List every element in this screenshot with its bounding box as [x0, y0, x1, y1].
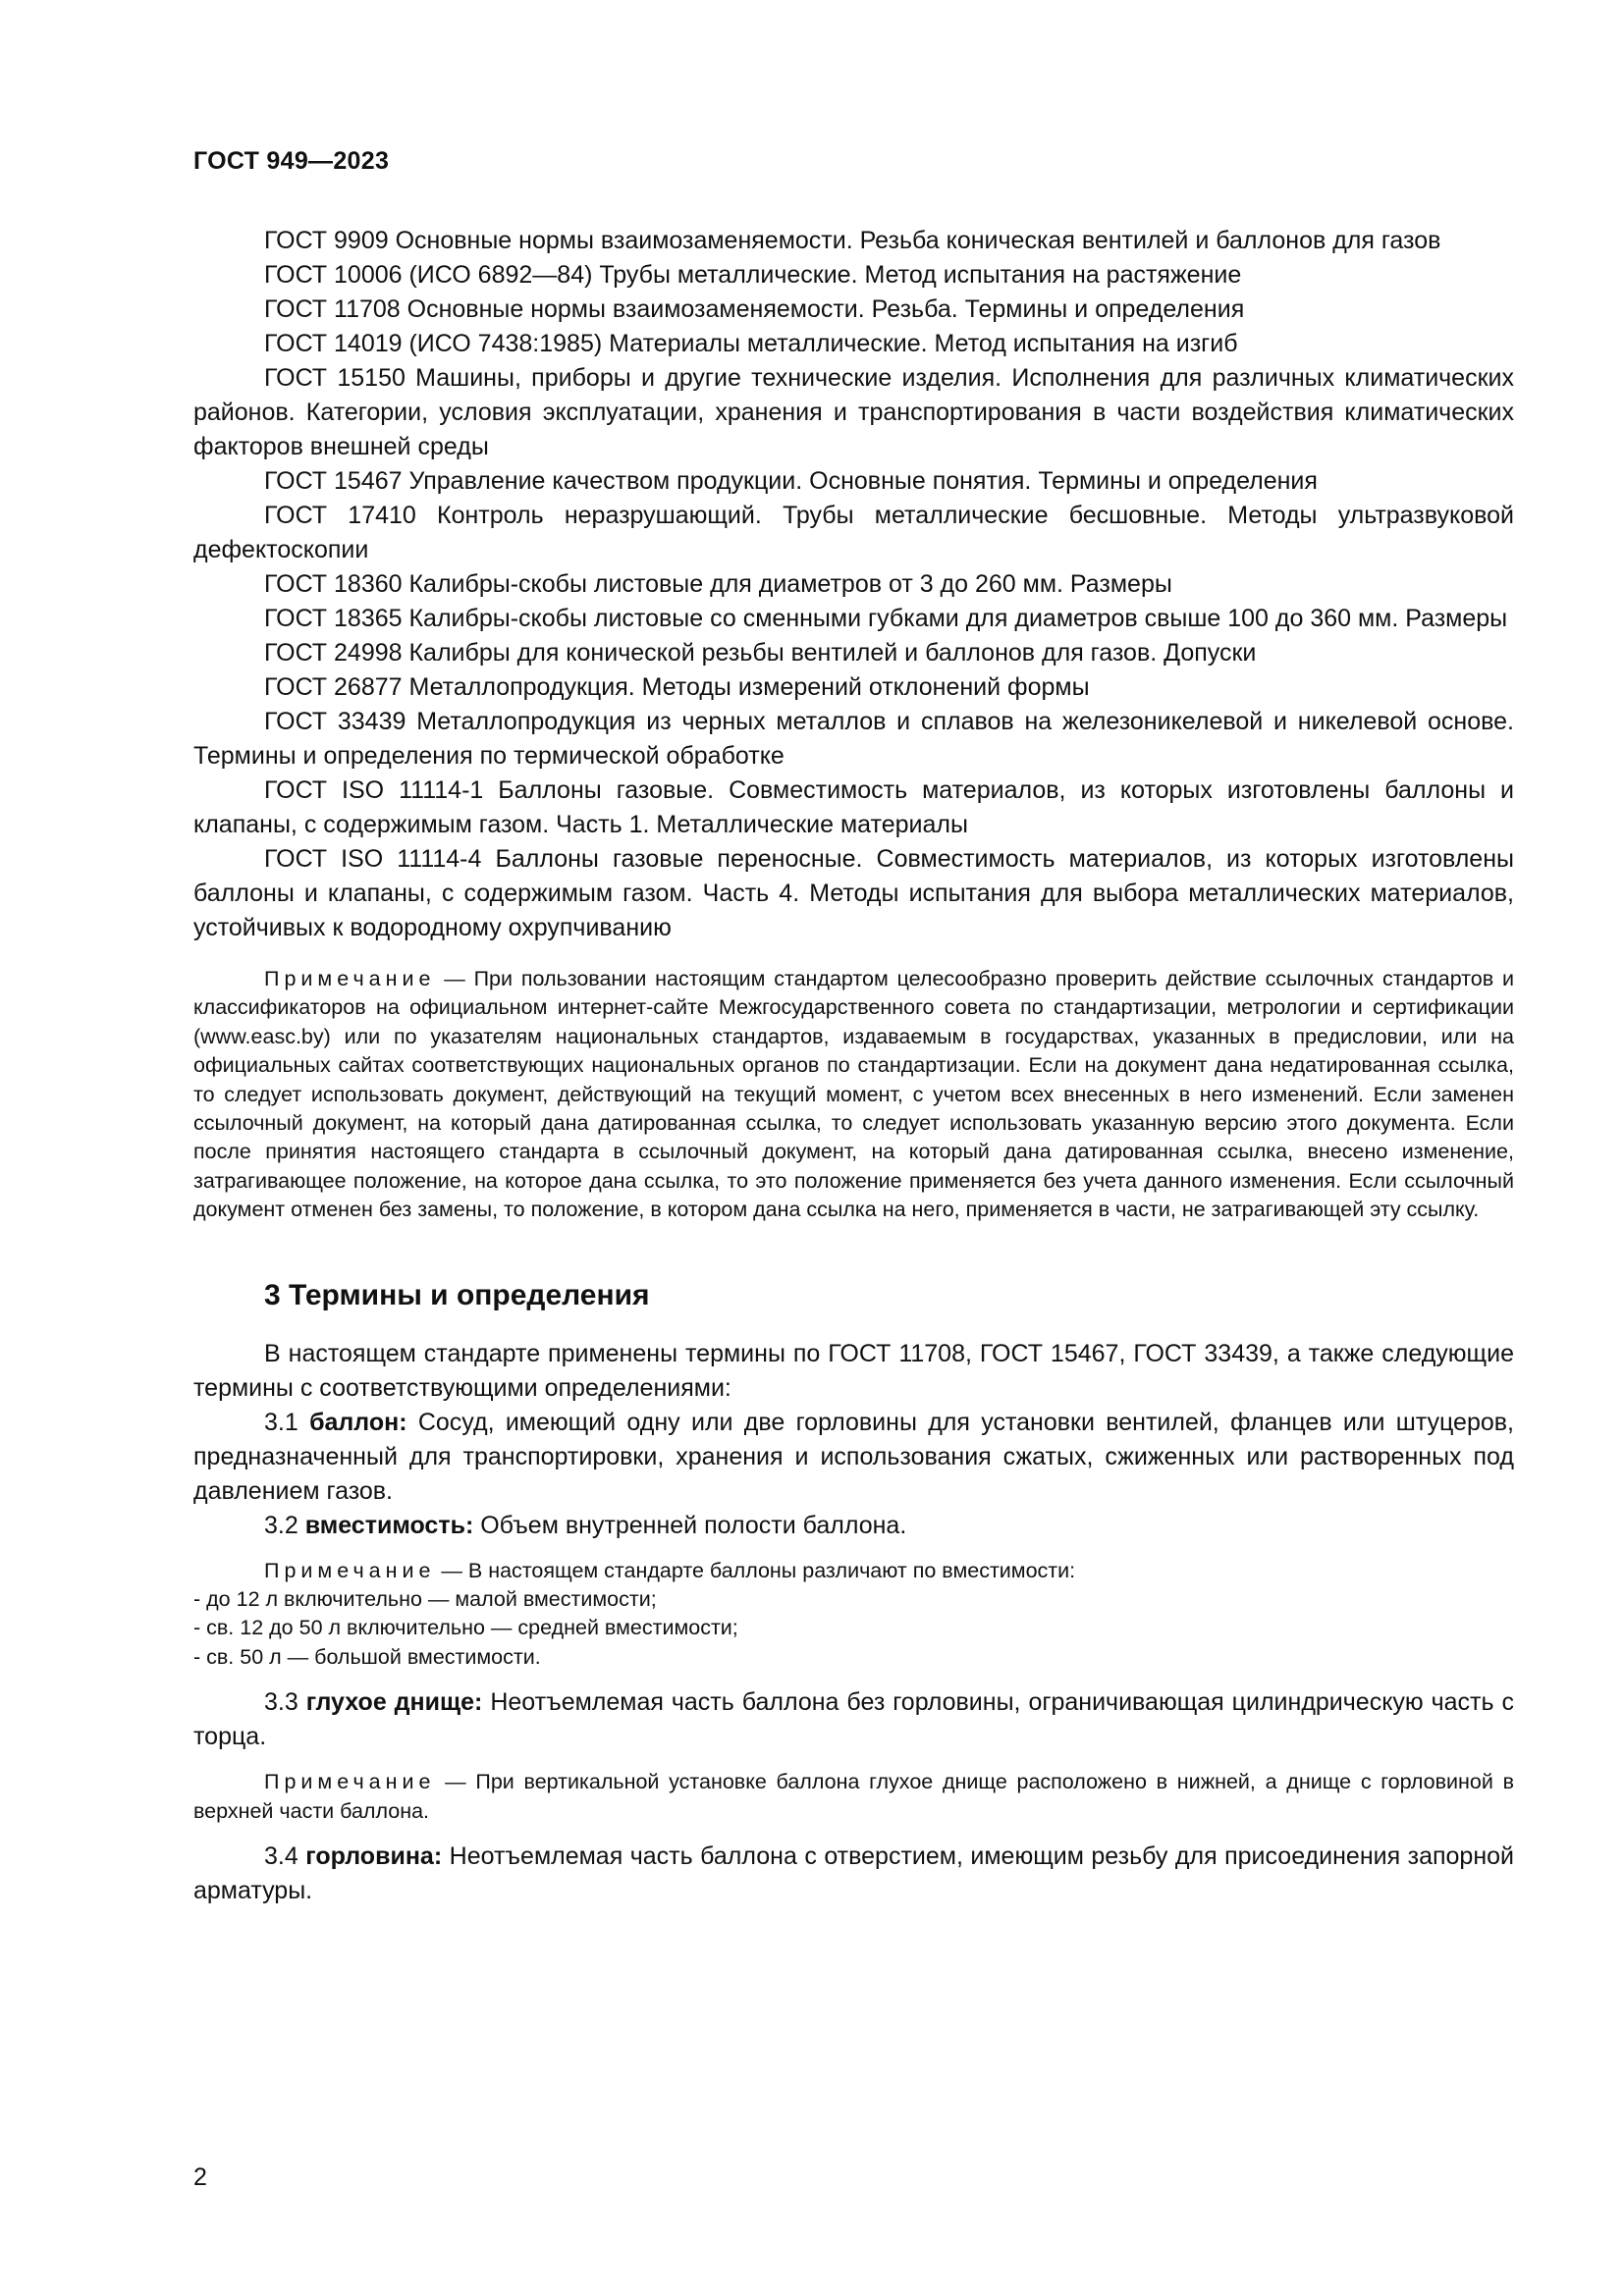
section-title: 3 Термины и определения — [264, 1278, 650, 1311]
reference-item: ГОСТ 15150 Машины, приборы и другие технические изделия. Исполнения для различных климатических районов. Категории, условия эксплуатации, хранения и транспортирования в части воздействия климатических факторов внешней среды — [193, 364, 1514, 460]
reference-item: ГОСТ 10006 (ИСО 6892—84) Трубы металлические. Метод испытания на растяжение — [264, 261, 1242, 289]
list-item: - св. 50 л — большой вместимости. — [193, 1644, 541, 1669]
document-header: ГОСТ 949—2023 — [193, 147, 390, 175]
term-name: вместимость: — [304, 1511, 474, 1539]
section-body — [193, 1337, 1514, 1908]
term-definition-text: Неотъемлемая часть баллона с отверстием, имеющим резьбу для присоединения запорной арматуры. — [193, 1842, 1514, 1905]
note-text: — В настоящем стандарте баллоны различают по вместимости: — [435, 1558, 1076, 1582]
term-number: 3.1 — [264, 1408, 310, 1436]
page-number: 2 — [193, 2163, 207, 2191]
reference-item: ГОСТ 26877 Металлопродукция. Методы измерений отклонений формы — [264, 673, 1090, 701]
term-note-lead — [193, 1557, 1514, 1585]
term-name: горловина: — [305, 1842, 443, 1871]
reference-item: ГОСТ 17410 Контроль неразрушающий. Трубы металлические бесшовные. Методы ультразвуковой дефектоскопии — [193, 502, 1514, 563]
term-definition-text: Объем внутренней полости баллона. — [473, 1511, 907, 1539]
term-note-3-2 — [193, 1557, 1514, 1673]
list-item: - до 12 л включительно — малой вместимости; — [193, 1587, 657, 1612]
reference-item: ГОСТ 9909 Основные нормы взаимозаменяемости. Резьба коническая вентилей и баллонов для газов — [264, 227, 1441, 254]
note-label: Примечание — [264, 1770, 436, 1794]
section-intro: В настоящем стандарте применены термины по ГОСТ 11708, ГОСТ 15467, ГОСТ 33439, а также следующие термины с соответствующими определениями: — [193, 1339, 1514, 1402]
term-name: баллон: — [309, 1408, 407, 1436]
reference-item: ГОСТ 15467 Управление качеством продукции. Основные понятия. Термины и определения — [264, 467, 1318, 495]
note-text: — При пользовании настоящим стандартом целесообразно проверить действие ссылочных стандартов и классификаторов на официальном интернет-сайте Межгосударственного совета по стандартизации, метрологии и сертификации (www.easc.by) или по указателям национальных стандартов, издаваемым в государствах, указанных в предисловии, или на официальных сайтах соответствующих национальных органов по стандартизации. Если на документ дана недатированная ссылка, то следует использовать документ, действующий на текущий момент, с учетом всех внесенных в него изменений. Если заменен ссылочный документ, на который дана датированная ссылка, то следует использовать указанную версию этого документа. Если после принятия настоящего стандарта в ссылочный документ, на который дана датированная ссылка, внесено изменение, затрагивающее положение, на которое дана ссылка, то это положение применяется без учета данного изменения. Если ссылочный документ отменен без замены, то положение, в котором дана ссылка на него, применяется в части, не затрагивающей эту ссылку. — [193, 967, 1514, 1222]
term-note-lead — [193, 1768, 1514, 1826]
note-label: Примечание — [264, 1558, 436, 1582]
list-item: - св. 12 до 50 л включительно — средней вместимости; — [193, 1616, 738, 1640]
reference-item: ГОСТ 33439 Металлопродукция из черных металлов и сплавов на железоникелевой и никелевой основе. Термины и определения по термической обработке — [193, 708, 1514, 770]
capacity-list — [193, 1585, 1514, 1672]
note-label: Примечание — [264, 967, 436, 990]
term-number: 3.3 — [264, 1688, 306, 1717]
term-definition-3-4 — [193, 1840, 1514, 1908]
reference-item: ГОСТ 18365 Калибры-скобы листовые со сменными губками для диаметров свыше 100 до 360 мм. Размеры — [264, 605, 1508, 632]
term-definition-3-3 — [193, 1685, 1514, 1754]
reference-item: ГОСТ ISO 11114-1 Баллоны газовые. Совместимость материалов, из которых изготовлены баллоны и клапаны, с содержимым газом. Часть 1. Металлические материалы — [193, 776, 1514, 838]
term-definition-3-1 — [193, 1406, 1514, 1509]
term-name: глухое днище: — [305, 1688, 483, 1717]
normative-references-list — [193, 224, 1514, 945]
reference-item: ГОСТ 14019 (ИСО 7438:1985) Материалы металлические. Метод испытания на изгиб — [264, 330, 1238, 357]
reference-item: ГОСТ ISO 11114-4 Баллоны газовые переносные. Совместимость материалов, из которых изготовлены баллоны и клапаны, с содержимым газом. Часть 4. Методы испытания для выбора металлических материалов, устойчивых к водородному охрупчиванию — [193, 845, 1514, 941]
references-note — [193, 965, 1514, 1225]
term-definition-3-2 — [193, 1509, 1514, 1543]
note-text: — При вертикальной установке баллона глухое днище расположено в нижней, а днище с горловиной в верхней части баллона. — [193, 1770, 1514, 1823]
term-definition-text: Неотъемлемая часть баллона без горловины, ограничивающая цилиндрическую часть с торца. — [193, 1688, 1514, 1751]
term-number: 3.2 — [264, 1511, 305, 1539]
term-definition-text: Сосуд, имеющий одну или две горловины для установки вентилей, фланцев или штуцеров, предназначенный для транспортировки, хранения и использования сжатых, сжиженных или растворенных под давлением газов. — [193, 1408, 1514, 1505]
page-content — [193, 224, 1514, 1908]
reference-item: ГОСТ 11708 Основные нормы взаимозаменяемости. Резьба. Термины и определения — [264, 295, 1245, 323]
reference-item: ГОСТ 18360 Калибры-скобы листовые для диаметров от 3 до 260 мм. Размеры — [264, 570, 1172, 598]
term-note-3-3 — [193, 1768, 1514, 1826]
term-number: 3.4 — [264, 1842, 306, 1871]
reference-item: ГОСТ 24998 Калибры для конической резьбы вентилей и баллонов для газов. Допуски — [264, 639, 1257, 667]
